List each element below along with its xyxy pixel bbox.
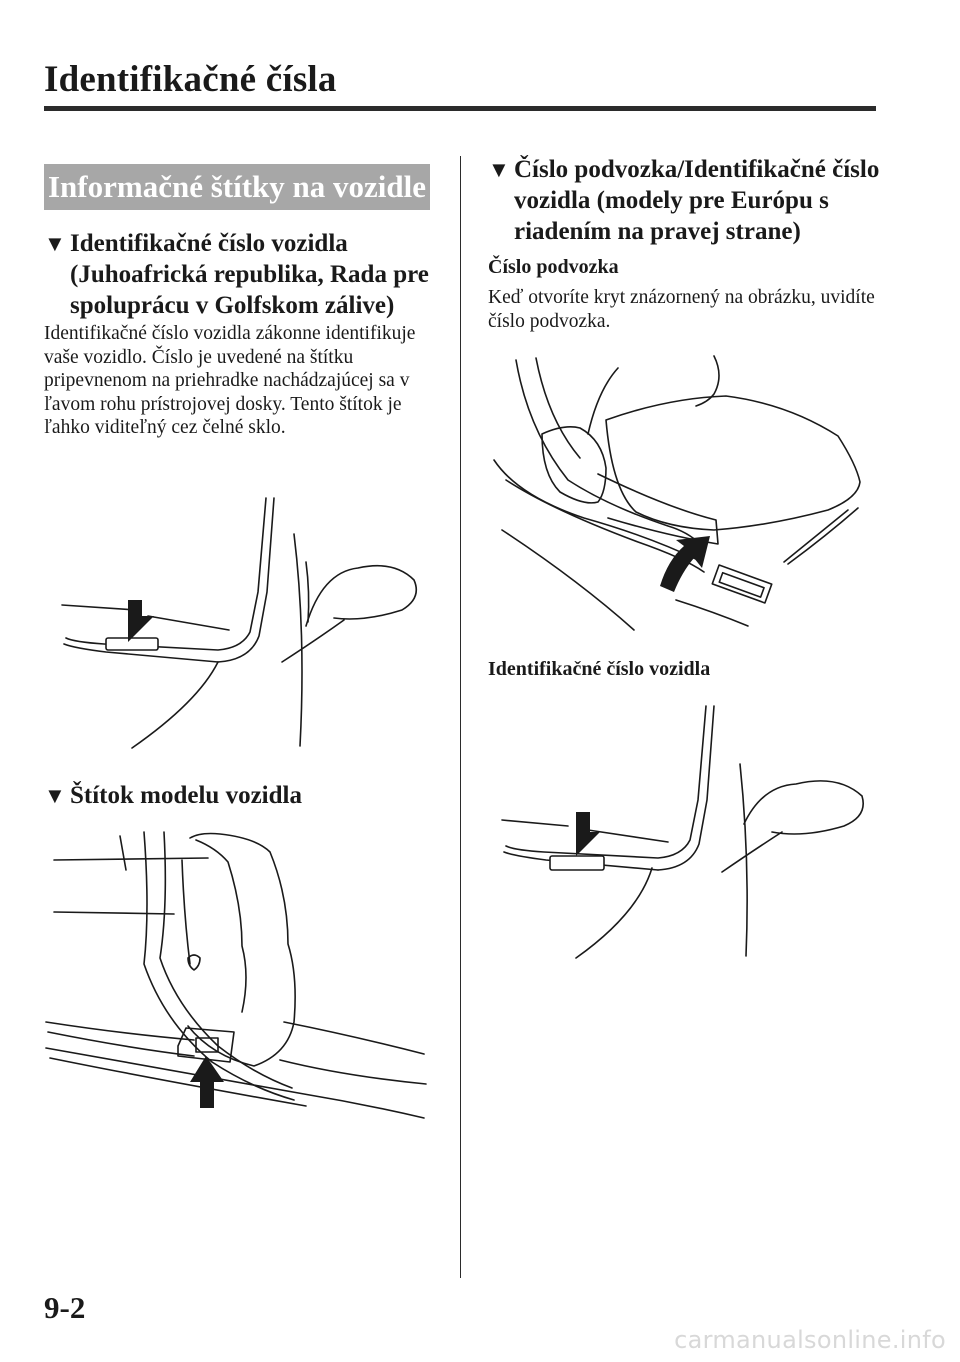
vin-subhead: Identifikačné číslo vozidla bbox=[488, 658, 711, 680]
vin-heading-text: Identifikačné číslo vozidla (Juhoafrická republika, Rada pre spoluprácu v Golfskom zálive) bbox=[70, 230, 429, 319]
model-label-heading-text: Štítok modelu vozidla bbox=[70, 782, 302, 809]
heading-marker-icon: ▼ bbox=[44, 231, 66, 256]
vin-windshield-figure-right bbox=[488, 700, 880, 970]
vin-heading-block bbox=[44, 228, 436, 321]
section-banner: Informačné štítky na vozidle bbox=[44, 164, 430, 210]
heading-marker-icon: ▼ bbox=[44, 783, 66, 808]
up-arrow-icon bbox=[190, 1056, 224, 1108]
watermark: carmanualsonline.info bbox=[674, 1326, 946, 1354]
heading-marker-icon: ▼ bbox=[488, 157, 510, 182]
page-number: 9-2 bbox=[44, 1290, 86, 1325]
down-arrow-icon bbox=[128, 600, 154, 642]
column-divider bbox=[460, 156, 461, 1278]
chassis-subhead: Číslo podvozka bbox=[488, 256, 619, 278]
down-arrow-icon bbox=[576, 812, 600, 856]
chassis-paragraph: Keď otvoríte kryt znázornený na obrázku, uvidíte číslo podvozka. bbox=[488, 287, 875, 332]
model-label-figure bbox=[44, 826, 436, 1126]
up-arrow-icon bbox=[660, 536, 710, 592]
vin-heading bbox=[44, 228, 436, 321]
chassis-heading bbox=[488, 154, 884, 247]
model-label-heading bbox=[44, 780, 436, 811]
chassis-heading-block bbox=[488, 154, 884, 247]
chassis-number-figure bbox=[488, 350, 880, 640]
page-title: Identifikačné čísla bbox=[44, 59, 337, 100]
model-label-heading-block bbox=[44, 780, 436, 811]
chassis-heading-text: Číslo podvozka/Identifikačné číslo vozidla (modely pre Európu s riadením na pravej strane) bbox=[514, 156, 880, 245]
vin-paragraph: Identifikačné číslo vozidla zákonne identifikuje vaše vozidlo. Číslo je uvedené na štítku pripevnenom na priehradke nachádzajúcej sa v ľavom rohu prístrojovej dosky. Tento štítok je ľahko viditeľný cez čelné sklo. bbox=[44, 323, 416, 438]
vin-windshield-figure bbox=[44, 492, 436, 762]
title-rule bbox=[44, 106, 876, 111]
